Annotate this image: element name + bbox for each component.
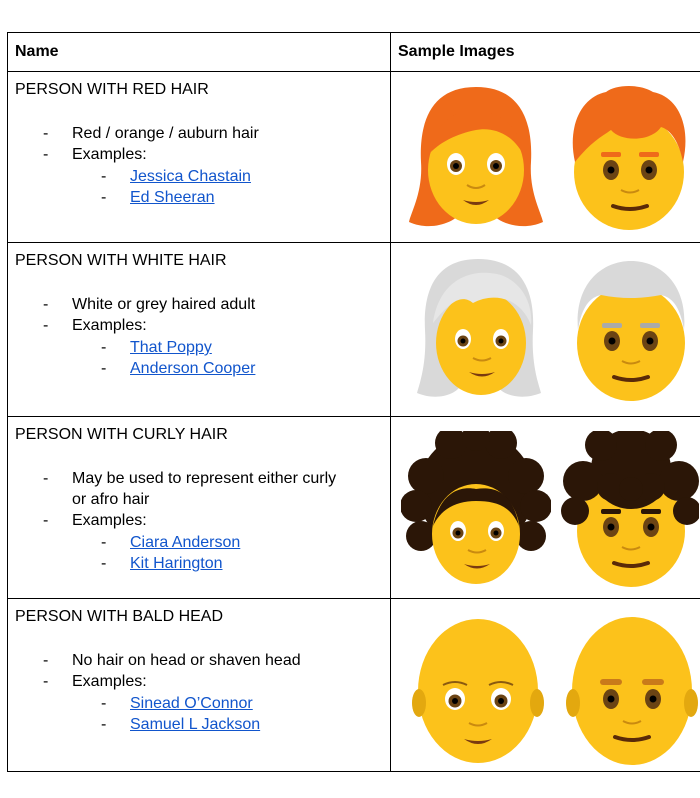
man-red-hair-emoji-icon: [561, 82, 696, 237]
bullet-dash: -: [43, 317, 49, 334]
example-link[interactable]: That Poppy: [130, 339, 212, 356]
bullet-dash: -: [43, 296, 49, 313]
bullet-text: Examples:: [72, 512, 147, 529]
sub-bullet-dash: -: [101, 534, 107, 551]
bullet-text: Red / orange / auburn hair: [72, 125, 259, 142]
row-title: PERSON WITH RED HAIR: [15, 81, 209, 98]
table-row-red-hair: [7, 71, 700, 242]
example-link[interactable]: Samuel L Jackson: [130, 716, 261, 733]
row-title: PERSON WITH BALD HEAD: [15, 608, 224, 625]
sub-bullet-dash: -: [101, 339, 107, 356]
bullet-text: White or grey haired adult: [72, 296, 256, 313]
woman-bald-emoji-icon: [411, 613, 546, 768]
row-title: PERSON WITH CURLY HAIR: [15, 426, 228, 443]
bullet-dash: -: [43, 652, 49, 669]
bullet-dash: -: [43, 512, 49, 529]
man-curly-hair-emoji-icon: [561, 431, 699, 591]
sub-bullet-dash: -: [101, 695, 107, 712]
woman-red-hair-emoji-icon: [401, 82, 551, 237]
sub-bullet-dash: -: [101, 555, 107, 572]
bullet-text: No hair on head or shaven head: [72, 652, 301, 669]
sample-images-cell: [391, 243, 700, 416]
table-border-top: [7, 32, 700, 33]
sub-bullet-dash: -: [101, 189, 107, 206]
sample-images-cell: [391, 599, 700, 771]
example-link[interactable]: Ciara Anderson: [130, 534, 241, 551]
bullet-text: Examples:: [72, 673, 147, 690]
bullet-text: Examples:: [72, 146, 147, 163]
woman-curly-hair-emoji-icon: [401, 431, 551, 591]
example-link[interactable]: Anderson Cooper: [130, 360, 256, 377]
sample-images-cell: [391, 72, 700, 242]
bullet-dash: -: [43, 125, 49, 142]
column-header-sample-images: Sample Images: [398, 43, 515, 60]
example-link[interactable]: Ed Sheeran: [130, 189, 215, 206]
hair-emoji-table: [7, 32, 700, 773]
man-white-hair-emoji-icon: [566, 255, 696, 405]
column-header-name: Name: [15, 43, 59, 60]
bullet-text: May be used to represent either curly: [72, 470, 337, 487]
row-title: PERSON WITH WHITE HAIR: [15, 252, 227, 269]
bullet-text: Examples:: [72, 317, 147, 334]
sub-bullet-dash: -: [101, 360, 107, 377]
table-row-white-hair: [7, 242, 700, 416]
man-bald-emoji-icon: [566, 611, 698, 769]
table-row-bald-head: [7, 598, 700, 771]
woman-white-hair-emoji-icon: [411, 255, 546, 405]
example-link[interactable]: Jessica Chastain: [130, 168, 251, 185]
table-border-bottom: [7, 771, 700, 772]
bullet-text-continued: or afro hair: [72, 491, 150, 508]
sub-bullet-dash: -: [101, 716, 107, 733]
sample-images-cell: [391, 417, 700, 598]
table-row-curly-hair: [7, 416, 700, 598]
example-link[interactable]: Sinead O’Connor: [130, 695, 253, 712]
example-link[interactable]: Kit Harington: [130, 555, 223, 572]
bullet-dash: -: [43, 673, 49, 690]
bullet-dash: -: [43, 146, 49, 163]
bullet-dash: -: [43, 470, 49, 487]
sub-bullet-dash: -: [101, 168, 107, 185]
